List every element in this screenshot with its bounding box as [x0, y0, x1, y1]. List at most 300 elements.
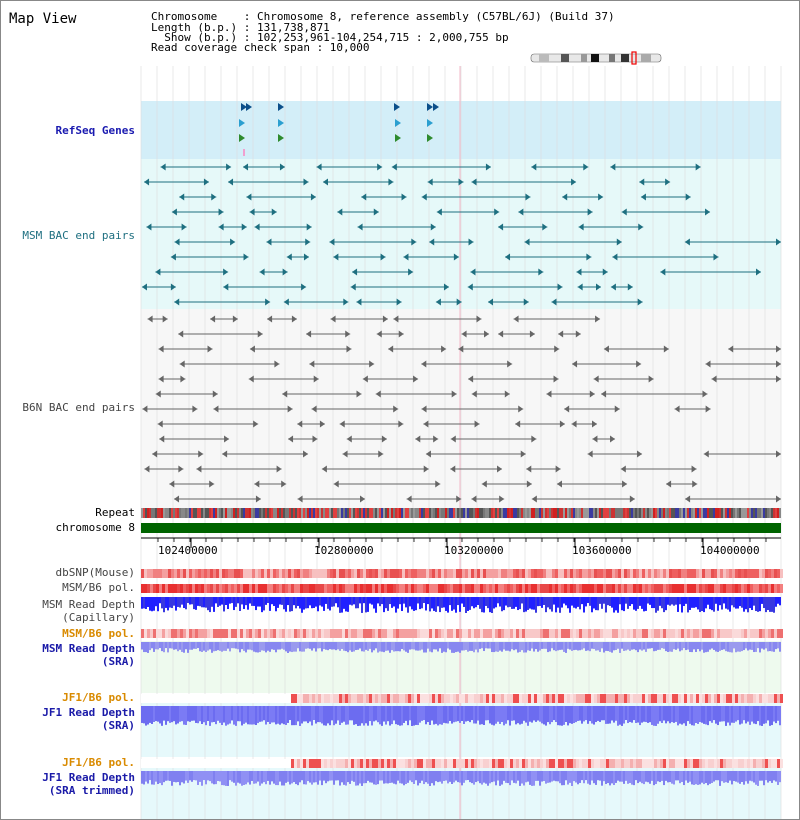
heat-cell — [387, 584, 390, 593]
heat-cell — [552, 569, 555, 578]
heat-cell — [681, 629, 684, 638]
heat-cell — [552, 584, 555, 593]
repeat-block — [409, 508, 411, 518]
depth-bar — [223, 642, 225, 651]
depth-bar — [531, 706, 533, 723]
heat-cell — [435, 584, 438, 593]
depth-bar — [543, 597, 545, 605]
heat-cell — [669, 629, 672, 638]
depth-bar — [755, 706, 757, 724]
depth-bar — [239, 597, 241, 611]
heat-cell — [396, 759, 399, 768]
depth-bar — [205, 771, 207, 784]
depth-bar — [509, 597, 511, 607]
depth-bar — [401, 597, 403, 611]
depth-bar — [687, 771, 689, 783]
depth-bar — [225, 706, 227, 726]
b6n-bac-label[interactable]: B6N BAC end pairs — [22, 401, 135, 414]
refseq-genes-label[interactable]: RefSeq Genes — [55, 124, 135, 137]
depth-bar — [337, 771, 339, 780]
heat-cell — [666, 584, 669, 593]
heat-cell — [429, 629, 432, 638]
depth-bar — [397, 771, 399, 781]
depth-bar — [577, 642, 579, 650]
jf1-depth-sra-label[interactable]: JF1 Read Depth — [42, 706, 135, 719]
heat-cell — [294, 759, 297, 768]
depth-bar — [711, 706, 713, 723]
depth-bar — [189, 642, 191, 650]
msm-depth-sra-label[interactable]: MSM Read Depth — [42, 642, 135, 655]
depth-bar — [665, 642, 667, 651]
heat-cell — [480, 584, 483, 593]
heat-cell — [411, 629, 414, 638]
heat-cell — [333, 694, 336, 703]
depth-bar — [291, 597, 293, 611]
heat-cell — [636, 584, 639, 593]
depth-bar — [345, 642, 347, 651]
repeat-block — [511, 508, 513, 518]
heat-cell — [438, 694, 441, 703]
repeat-block — [189, 508, 191, 518]
heat-cell — [744, 629, 747, 638]
depth-bar — [353, 771, 355, 782]
depth-bar — [335, 642, 337, 650]
depth-bar — [601, 597, 603, 609]
depth-bar — [641, 642, 643, 651]
repeat-block — [571, 508, 573, 518]
heat-cell — [663, 584, 666, 593]
dbsnp-label[interactable]: dbSNP(Mouse) — [55, 566, 135, 579]
heat-cell — [417, 569, 420, 578]
depth-bar — [369, 706, 371, 721]
heat-cell — [411, 694, 414, 703]
depth-bar — [161, 597, 163, 608]
depth-bar — [651, 597, 653, 608]
heat-cell — [246, 694, 249, 703]
depth-bar — [759, 642, 761, 652]
depth-bar — [213, 706, 215, 722]
heat-cell — [474, 629, 477, 638]
depth-bar — [775, 597, 777, 607]
depth-bar — [653, 597, 655, 608]
depth-bar — [531, 642, 533, 649]
depth-bar — [757, 597, 759, 612]
depth-bar — [409, 771, 411, 780]
depth-bar — [391, 642, 393, 650]
heat-cell — [342, 569, 345, 578]
heat-cell — [780, 584, 783, 593]
depth-bar — [547, 597, 549, 607]
depth-bar — [563, 597, 565, 604]
depth-bar — [461, 706, 463, 721]
heat-cell — [150, 694, 153, 703]
heat-cell — [690, 759, 693, 768]
depth-bar — [203, 706, 205, 722]
heat-cell — [234, 759, 237, 768]
repeat-block — [517, 508, 519, 518]
depth-bar — [433, 597, 435, 611]
depth-bar — [463, 597, 465, 607]
heat-cell — [732, 759, 735, 768]
heat-cell — [537, 569, 540, 578]
depth-bar — [693, 706, 695, 726]
depth-bar — [573, 771, 575, 781]
depth-bar — [259, 642, 261, 652]
depth-bar — [453, 642, 455, 653]
depth-bar — [377, 597, 379, 603]
jf1-b6-pol-trim-label[interactable]: JF1/B6 pol. — [62, 756, 135, 769]
heat-cell — [717, 569, 720, 578]
heat-cell — [648, 694, 651, 703]
heat-cell — [261, 569, 264, 578]
heat-cell — [678, 584, 681, 593]
heat-cell — [627, 569, 630, 578]
depth-bar — [779, 771, 781, 782]
heat-cell — [351, 584, 354, 593]
heat-cell — [189, 569, 192, 578]
heat-cell — [249, 694, 252, 703]
repeat-block — [459, 508, 461, 518]
depth-bar — [497, 771, 499, 781]
depth-bar — [279, 597, 281, 604]
heat-cell — [453, 694, 456, 703]
heat-cell — [444, 569, 447, 578]
depth-bar — [381, 706, 383, 726]
heat-cell — [654, 569, 657, 578]
depth-bar — [483, 771, 485, 783]
heat-cell — [414, 759, 417, 768]
depth-bar — [737, 706, 739, 720]
depth-bar — [283, 597, 285, 609]
depth-bar — [711, 597, 713, 610]
heat-cell — [282, 759, 285, 768]
depth-bar — [405, 706, 407, 721]
msm-b6-pol-label[interactable]: MSM/B6 pol. — [62, 581, 135, 594]
depth-bar — [181, 771, 183, 782]
repeat-block — [639, 508, 641, 518]
heat-cell — [423, 584, 426, 593]
depth-bar — [261, 642, 263, 650]
heat-cell — [402, 629, 405, 638]
depth-bar — [625, 706, 627, 720]
repeat-block — [309, 508, 311, 518]
heat-cell — [246, 584, 249, 593]
depth-bar — [547, 771, 549, 783]
depth-bar — [755, 771, 757, 785]
depth-bar — [341, 597, 343, 613]
depth-bar — [351, 597, 353, 605]
repeat-block — [723, 508, 725, 518]
depth-bar — [465, 597, 467, 613]
depth-bar — [305, 597, 307, 608]
repeat-block — [637, 508, 639, 518]
depth-bar — [705, 771, 707, 783]
depth-bar — [569, 642, 571, 650]
heat-cell — [159, 569, 162, 578]
heat-cell — [753, 629, 756, 638]
heat-cell — [498, 759, 501, 768]
depth-bar — [643, 706, 645, 722]
repeat-block — [595, 508, 597, 518]
depth-bar — [427, 706, 429, 722]
depth-bar — [207, 597, 209, 610]
depth-bar — [305, 642, 307, 649]
dbsnp-track[interactable] — [141, 569, 783, 578]
heat-cell — [564, 629, 567, 638]
heat-cell — [675, 694, 678, 703]
heat-cell — [675, 569, 678, 578]
depth-bar — [255, 597, 257, 610]
heat-cell — [504, 569, 507, 578]
heat-cell — [579, 584, 582, 593]
heat-cell — [708, 584, 711, 593]
show-range-info: Show (b.p.) : 102,253,961-104,254,715 : 2,000,755 bp — [151, 31, 509, 44]
depth-bar — [207, 642, 209, 651]
depth-bar — [525, 642, 527, 652]
heat-cell — [768, 584, 771, 593]
chromosome-bar[interactable] — [141, 523, 781, 533]
heat-cell — [204, 569, 207, 578]
depth-bar — [553, 642, 555, 650]
heat-cell — [498, 629, 501, 638]
repeat-block — [321, 508, 323, 518]
heat-cell — [441, 584, 444, 593]
repeat-block — [433, 508, 435, 518]
depth-bar — [489, 642, 491, 649]
heat-cell — [585, 694, 588, 703]
depth-bar — [289, 706, 291, 720]
depth-bar — [561, 597, 563, 608]
heat-cell — [591, 584, 594, 593]
depth-bar — [387, 597, 389, 611]
heat-cell — [300, 759, 303, 768]
depth-bar — [407, 642, 409, 653]
heat-cell — [420, 759, 423, 768]
jf1-b6-pol-trim-track[interactable] — [141, 759, 783, 768]
heat-cell — [408, 569, 411, 578]
heat-cell — [546, 694, 549, 703]
heat-cell — [465, 584, 468, 593]
heat-cell — [522, 759, 525, 768]
repeat-block — [231, 508, 233, 518]
repeat-block — [211, 508, 213, 518]
heat-cell — [450, 629, 453, 638]
heat-cell — [168, 569, 171, 578]
heat-cell — [633, 584, 636, 593]
depth-bar — [271, 706, 273, 722]
heat-cell — [621, 569, 624, 578]
depth-bar — [609, 706, 611, 724]
depth-bar — [243, 706, 245, 724]
depth-bar — [627, 706, 629, 723]
depth-bar — [641, 597, 643, 609]
heat-cell — [483, 694, 486, 703]
heat-cell — [375, 584, 378, 593]
heat-cell — [768, 569, 771, 578]
depth-bar — [679, 706, 681, 724]
repeat-block — [239, 508, 241, 518]
depth-bar — [503, 771, 505, 781]
heat-cell — [213, 759, 216, 768]
jf1-b6-pol-track[interactable] — [141, 694, 783, 703]
heat-cell — [741, 584, 744, 593]
depth-bar — [341, 771, 343, 782]
repeat-block — [661, 508, 663, 518]
depth-bar — [707, 706, 709, 725]
heat-cell — [216, 629, 219, 638]
depth-bar — [297, 597, 299, 606]
depth-bar — [445, 771, 447, 781]
depth-bar — [639, 597, 641, 606]
depth-bar — [655, 771, 657, 784]
heat-cell — [690, 694, 693, 703]
msm-bac-label[interactable]: MSM BAC end pairs — [22, 229, 135, 242]
chromosome-label[interactable]: chromosome 8 — [55, 521, 135, 534]
heat-cell — [534, 584, 537, 593]
depth-bar — [471, 642, 473, 651]
depth-bar — [551, 642, 553, 648]
heat-cell — [162, 629, 165, 638]
depth-bar — [293, 642, 295, 652]
heat-cell — [165, 759, 168, 768]
heat-cell — [504, 694, 507, 703]
heat-cell — [717, 759, 720, 768]
jf1-depth-trimmed-label[interactable]: JF1 Read Depth — [42, 771, 135, 784]
repeat-block — [553, 508, 555, 518]
depth-bar — [285, 706, 287, 725]
depth-bar — [683, 642, 685, 648]
depth-bar — [195, 642, 197, 649]
jf1-b6-pol-label[interactable]: JF1/B6 pol. — [62, 691, 135, 704]
heat-cell — [777, 629, 780, 638]
heat-cell — [651, 629, 654, 638]
depth-bar — [313, 706, 315, 720]
depth-bar — [501, 706, 503, 722]
repeat-block — [497, 508, 499, 518]
heat-cell — [264, 569, 267, 578]
heat-cell — [312, 694, 315, 703]
depth-bar — [699, 771, 701, 784]
depth-bar — [485, 642, 487, 648]
repeat-block — [603, 508, 605, 518]
repeat-block — [173, 508, 175, 518]
depth-bar — [163, 706, 165, 721]
msm-b6-pol-track[interactable] — [141, 584, 783, 593]
heat-cell — [285, 694, 288, 703]
heat-cell — [561, 694, 564, 703]
msm-b6-pol-sra-track[interactable] — [141, 629, 783, 638]
heat-cell — [651, 584, 654, 593]
depth-bar — [587, 642, 589, 650]
heat-cell — [669, 569, 672, 578]
heat-cell — [537, 584, 540, 593]
depth-bar — [721, 642, 723, 650]
coverage-span-info: Read coverage check span : 10,000 — [151, 41, 370, 54]
repeat-block — [465, 508, 467, 518]
depth-bar — [779, 706, 781, 725]
heat-cell — [150, 629, 153, 638]
depth-bar — [535, 597, 537, 613]
heat-cell — [546, 584, 549, 593]
repeat-block — [693, 508, 695, 518]
jf1-depth-trimmed-track[interactable] — [141, 771, 781, 786]
heat-cell — [282, 584, 285, 593]
heat-cell — [180, 569, 183, 578]
heat-cell — [318, 759, 321, 768]
repeat-block — [521, 508, 523, 518]
depth-bar — [589, 642, 591, 651]
repeat-block — [635, 508, 637, 518]
depth-bar — [371, 597, 373, 605]
depth-bar — [567, 597, 569, 608]
heat-cell — [522, 569, 525, 578]
heat-cell — [204, 759, 207, 768]
repeat-block — [673, 508, 675, 518]
depth-bar — [169, 771, 171, 781]
heat-cell — [423, 694, 426, 703]
depth-bar — [779, 642, 781, 652]
heat-cell — [303, 584, 306, 593]
msm-depth-capillary-label[interactable]: MSM Read Depth — [42, 598, 135, 611]
depth-bar — [475, 771, 477, 782]
depth-bar — [761, 597, 763, 604]
depth-bar — [205, 642, 207, 652]
repeat-block — [393, 508, 395, 518]
depth-bar — [455, 771, 457, 781]
depth-bar — [341, 706, 343, 723]
depth-bar — [563, 642, 565, 652]
heat-cell — [738, 759, 741, 768]
depth-bar — [637, 771, 639, 783]
repeat-block — [207, 508, 209, 518]
depth-bar — [649, 597, 651, 605]
heat-cell — [213, 584, 216, 593]
heat-cell — [600, 584, 603, 593]
depth-bar — [615, 706, 617, 721]
repeat-block — [157, 508, 159, 518]
depth-bar — [765, 597, 767, 612]
repeat-label[interactable]: Repeat — [95, 506, 135, 519]
depth-bar — [719, 706, 721, 722]
repeat-track[interactable] — [141, 508, 781, 518]
depth-bar — [743, 642, 745, 650]
depth-bar — [477, 597, 479, 605]
chromosome-ideogram[interactable] — [531, 52, 661, 64]
heat-cell — [429, 759, 432, 768]
depth-bar — [545, 597, 547, 612]
depth-bar — [255, 771, 257, 783]
depth-bar — [445, 597, 447, 611]
depth-bar — [765, 706, 767, 723]
depth-bar — [171, 597, 173, 608]
msm-b6-pol-sra-label[interactable]: MSM/B6 pol. — [62, 627, 135, 640]
heat-cell — [780, 629, 783, 638]
depth-bar — [605, 597, 607, 612]
repeat-block — [555, 508, 557, 518]
heat-cell — [531, 584, 534, 593]
depth-bar — [369, 771, 371, 782]
heat-cell — [189, 759, 192, 768]
depth-bar — [177, 771, 179, 782]
depth-bar — [549, 771, 551, 782]
depth-bar — [699, 597, 701, 612]
depth-bar — [289, 771, 291, 784]
depth-bar — [313, 642, 315, 648]
heat-cell — [300, 694, 303, 703]
repeat-block — [153, 508, 155, 518]
repeat-block — [777, 508, 779, 518]
depth-bar — [453, 706, 455, 722]
